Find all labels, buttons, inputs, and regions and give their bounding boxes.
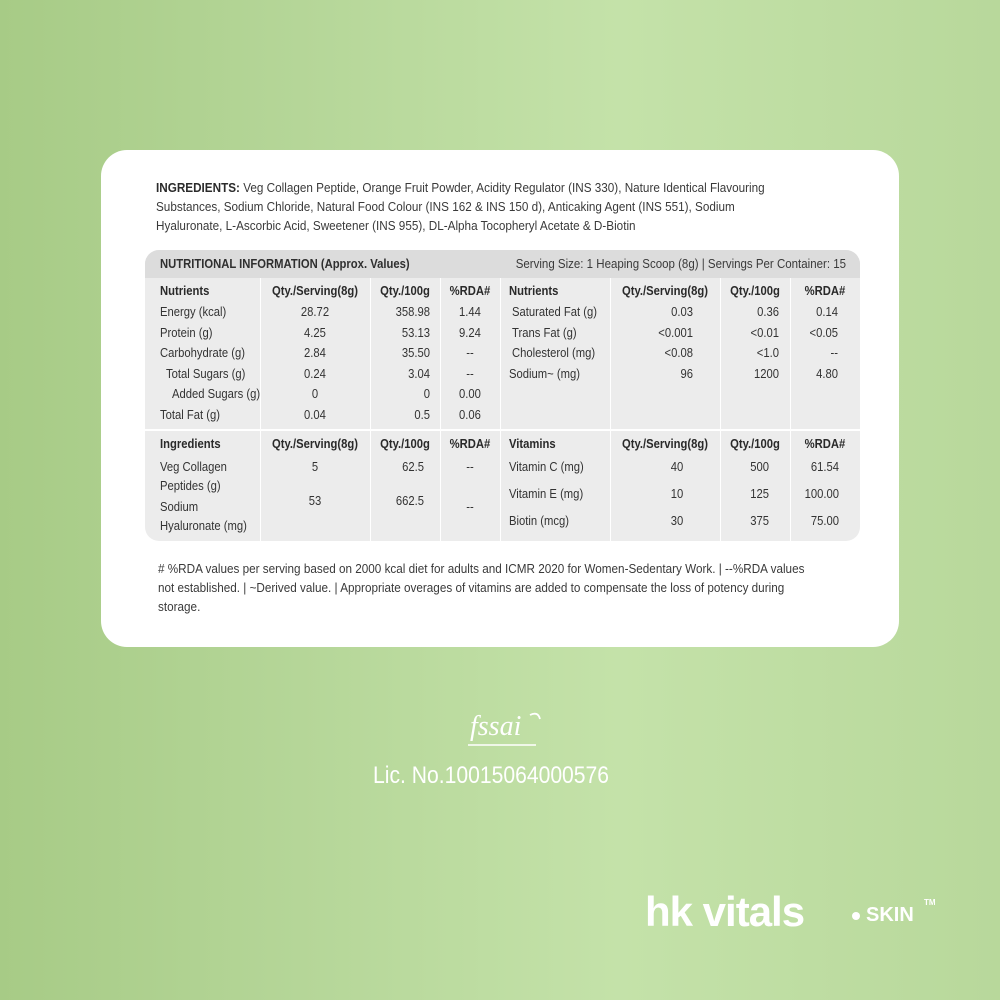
nutrient-qty-100g: <1.0 [756,346,779,360]
fssai-logo-text: fssai [470,711,522,742]
nutrient-name: Trans Fat (g) [512,325,577,340]
column-divider [440,278,441,541]
column-divider [370,278,371,541]
column-header: Qty./100g [730,284,780,298]
nutrient-qty-serving: 96 [680,366,693,381]
vitamin-qty-serving: 10 [670,487,684,501]
nutrient-rda: -- [466,346,474,360]
column-header: Qty./100g [380,437,430,451]
column-header: Nutrients [160,284,210,298]
ingredient-qty-serving: 5 [311,460,319,474]
nutrient-name: Protein (g) [160,325,213,340]
column-header: %RDA# [449,284,491,298]
nutrient-qty-100g: 358.98 [395,305,430,319]
ingredient-name: Peptides (g) [160,479,221,493]
vitamin-qty-100g: 125 [750,487,769,501]
column-header: Qty./Serving(8g) [271,284,359,298]
vitamin-name: Vitamin C (mg) [509,460,584,474]
vitamin-rda: 75.00 [810,514,839,528]
nutrient-qty-serving: 28.72 [300,305,330,319]
nutrient-rda: 4.80 [816,366,838,381]
vitamin-qty-serving: 40 [670,460,684,474]
nutrient-rda: 0.00 [459,387,481,401]
ingredient-rda: -- [466,460,474,474]
column-header: Ingredients [160,437,221,451]
nutrient-qty-100g: 3.04 [408,366,430,381]
nutrient-rda: -- [466,366,474,381]
column-divider [500,278,501,541]
brand-dot [852,912,860,920]
ingredient-qty-serving: 53 [308,494,322,508]
nutrient-name: Added Sugars (g) [172,387,261,401]
vitamin-qty-serving: 30 [670,514,684,528]
footnote: # %RDA values per serving based on 2000 kcal diet for adults and ICMR 2020 for Women-Sedentary Work. | --%RDA values not established. | ~Derived value. | Appropriate overages of vitamins are added to compensate the loss of potency during storage. [158,562,805,614]
column-header: %RDA# [804,437,846,451]
ingredients-text [156,179,788,236]
nutrient-name: Saturated Fat (g) [512,305,598,319]
ingredients-heading: INGREDIENTS: [156,181,240,195]
ingredients-list: Veg Collagen Peptide, Orange Fruit Powder, Acidity Regulator (INS 330), Nature Identical Flavouring Substances, Sodium Chloride, Natural Food Colour (INS 162 & INS 150 d), Anticaking Agent (INS 551), Sodium Hyaluronate, L-Ascorbic Acid, Sweetener (INS 955), DL-Alpha Tocopheryl Acetate & D-Biotin [156,181,765,233]
column-header: Nutrients [509,284,559,298]
nutrient-qty-serving: 0.04 [304,407,326,422]
nutrient-rda: 9.24 [459,325,481,340]
ingredient-name: Veg Collagen [160,460,227,474]
vitamin-rda: 61.54 [810,460,839,474]
nutrition-title: NUTRITIONAL INFORMATION (Approx. Values) [160,257,410,271]
nutrient-rda: 0.14 [816,305,838,319]
nutrient-qty-100g: 0.36 [757,305,779,319]
vitamin-name: Biotin (mcg) [509,514,570,528]
ingredient-rda: -- [466,500,474,514]
column-divider [610,278,611,541]
nutrient-qty-serving: 2.84 [304,346,326,360]
nutrient-name: Carbohydrate (g) [160,346,246,360]
nutrient-rda: -- [830,346,838,360]
vitamin-qty-100g: 500 [750,460,769,474]
fssai-logo [466,705,546,755]
license-number: Lic. No.10015064000576 [373,762,610,789]
nutrient-qty-serving: <0.001 [658,325,693,340]
column-header: %RDA# [804,284,846,298]
ingredient-qty-100g: 62.5 [402,460,424,474]
nutrient-qty-serving: 0.24 [304,366,326,381]
nutrient-qty-100g: 0.5 [414,407,430,422]
nutrient-name: Cholesterol (mg) [512,346,596,360]
ingredient-name: Sodium [160,500,199,514]
nutrient-qty-serving: <0.08 [664,346,693,360]
nutrient-qty-serving: 0.03 [671,305,693,319]
nutrient-rda: 0.06 [459,407,481,422]
nutrient-name: Sodium~ (mg) [509,366,580,381]
column-divider [260,278,261,541]
column-divider [720,278,721,541]
nutrient-qty-serving: 4.25 [304,325,326,340]
nutrient-name: Energy (kcal) [160,305,227,319]
nutrition-table-header [145,250,860,278]
column-header: Qty./Serving(8g) [621,284,709,298]
nutrient-qty-100g: 53.13 [401,325,430,340]
column-header: Qty./100g [380,284,430,298]
vitamin-name: Vitamin E (mg) [509,487,584,501]
nutrient-name: Total Fat (g) [160,407,221,422]
serving-info: Serving Size: 1 Heaping Scoop (8g) | Servings Per Container: 15 [515,257,846,271]
nutrient-qty-100g: 0 [423,387,430,401]
nutrient-qty-100g: 35.50 [401,346,430,360]
nutrient-name: Total Sugars (g) [166,366,246,381]
ingredient-name: Hyaluronate (mg) [160,519,247,533]
nutrient-qty-100g: <0.01 [750,325,779,340]
brand-sub: SKIN [866,904,914,926]
section-divider [145,429,860,431]
ingredient-qty-100g: 662.5 [395,494,424,508]
column-header: Qty./100g [730,437,780,451]
nutrition-label-card [101,150,899,647]
vitamin-rda: 100.00 [804,487,839,501]
brand-trademark: TM [924,898,936,907]
column-header: Qty./Serving(8g) [271,437,359,451]
vitamin-qty-100g: 375 [750,514,769,528]
nutrition-table [145,250,860,541]
nutrient-qty-serving: 0 [311,387,319,401]
nutrient-rda: <0.05 [809,325,838,340]
column-header: Qty./Serving(8g) [621,437,709,451]
nutrient-qty-100g: 1200 [753,366,779,381]
brand-name: hk vitals [645,888,805,935]
column-divider [790,278,791,541]
column-header: Vitamins [509,437,556,451]
nutrient-rda: 1.44 [459,305,481,319]
column-header: %RDA# [449,437,491,451]
